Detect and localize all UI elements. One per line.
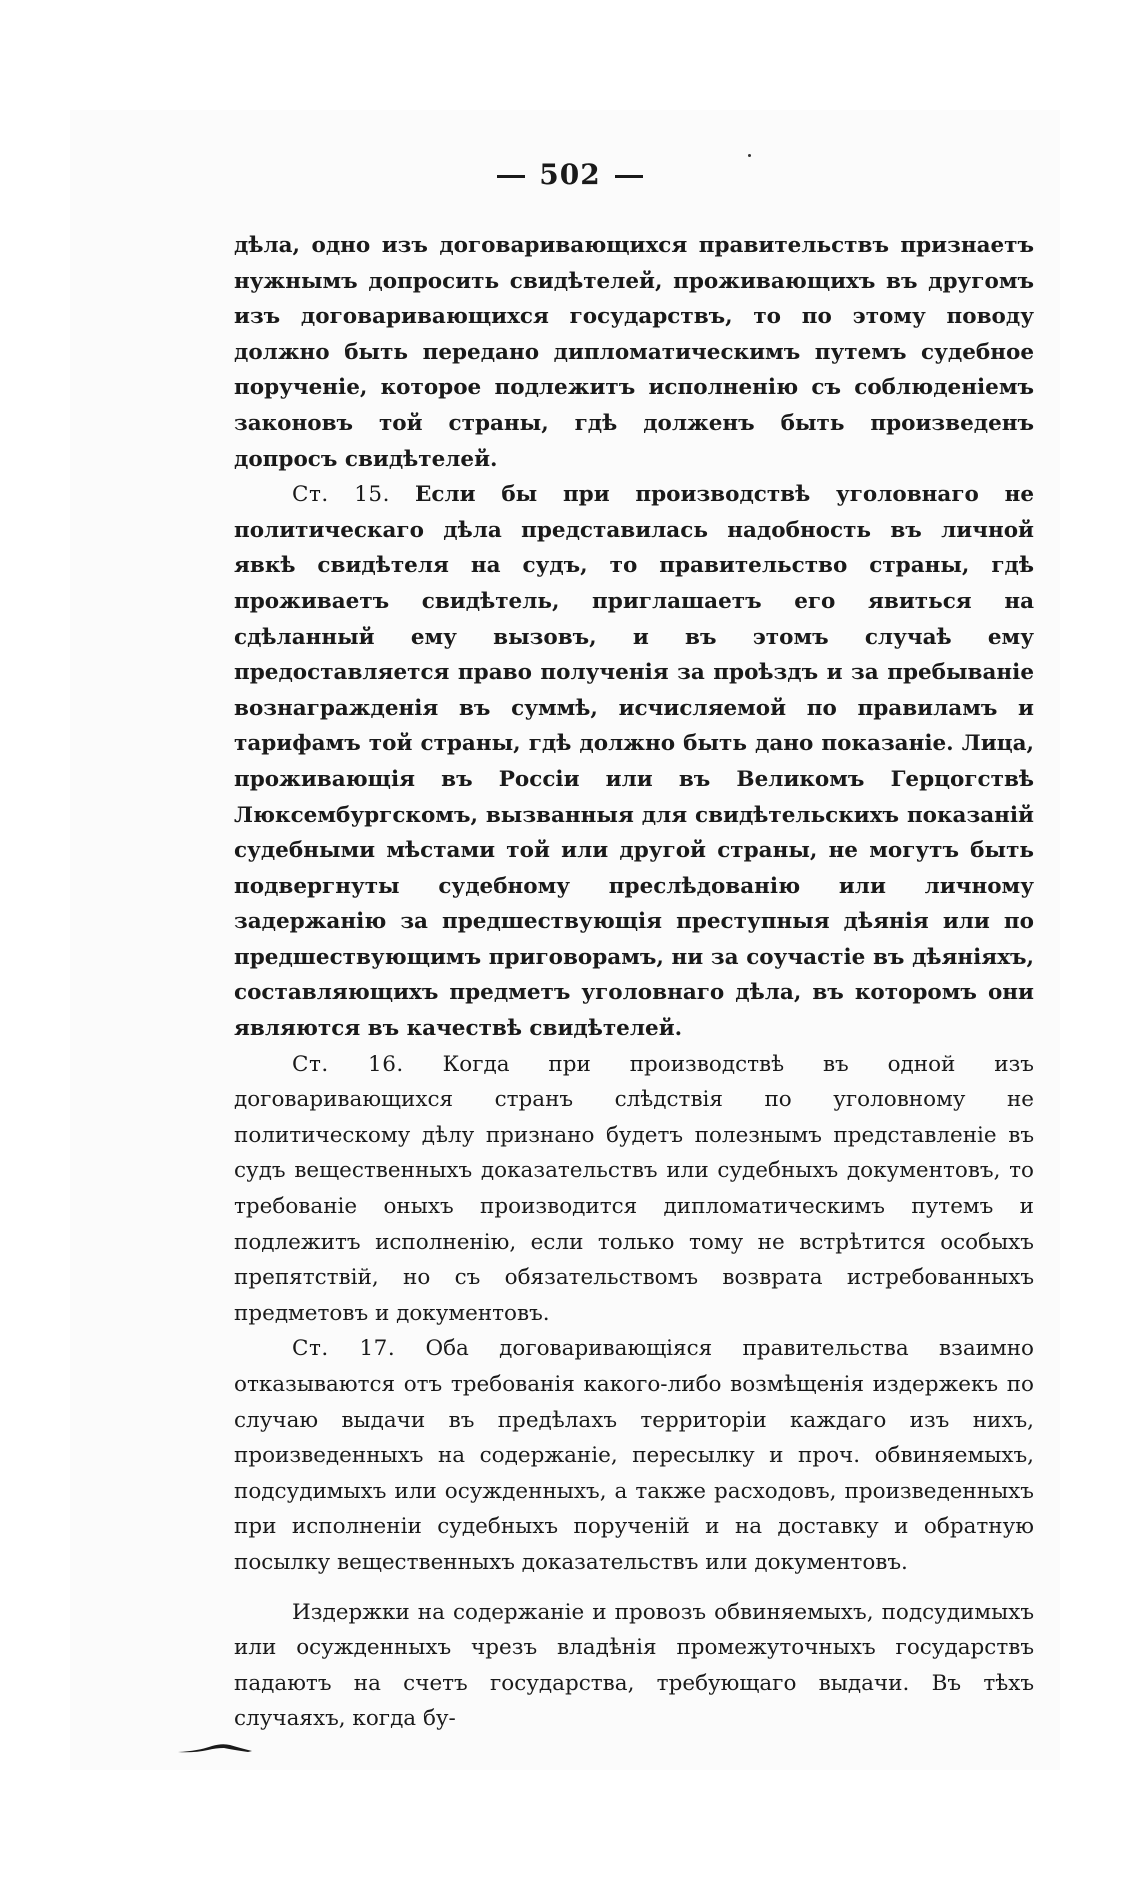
paragraph-article-15 xyxy=(234,477,1034,1047)
paragraph-text: дѣла, одно изъ договаривающихся правительствъ признаетъ нужнымъ допросить свидѣтелей, проживающихъ въ другомъ изъ договаривающихся государствъ, то по этому поводу должно быть передано дипломатическимъ путемъ судебное порученіе, которое подлежитъ исполненію съ соблюденіемъ законовъ той страны, гдѣ долженъ быть произведенъ допросъ свидѣтелей. xyxy=(234,233,1034,472)
tailpiece-ornament-icon xyxy=(178,1743,252,1753)
article-number: Ст. 16. xyxy=(292,1051,404,1077)
paragraph-continuation xyxy=(234,228,1034,477)
page-number-right-dash xyxy=(615,175,643,178)
ink-speck xyxy=(748,154,751,157)
paragraph-text: Если бы при производствѣ уголовнаго не политическаго дѣла представилась надобность въ личной явкѣ свидѣтеля на судъ, то правительство страны, гдѣ проживаетъ свидѣтель, приглашаетъ его явиться на сдѣланный ему вызовъ, и въ этомъ случаѣ ему предоставляется право полученія за проѣздъ и за пребываніе вознагражденія въ суммѣ, исчисляемой по правиламъ и тарифамъ той страны, гдѣ должно быть дано показаніе. Лица, проживающія въ Россіи или въ Великомъ Герцогствѣ Люксембургскомъ, вызванныя для свидѣтельскихъ показаній судебными мѣстами той или другой страны, не могутъ быть подвергнуты судебному преслѣдованію или личному задержанію за предшествующія преступныя дѣянія или по предшествующимъ приговорамъ, ни за соучастіе въ дѣяніяхъ, составляющихъ предметъ уголовнаго дѣла, въ которомъ они являются въ качествѣ свидѣтелей. xyxy=(234,482,1034,1042)
article-number: Ст. 15. xyxy=(292,482,390,508)
body-text xyxy=(234,228,1034,1737)
paragraph-text: Когда при производствѣ въ одной изъ договаривающихся странъ слѣдствія по уголовному не политическому дѣлу признано будетъ полезнымъ представленіе въ судъ вещественныхъ доказательствъ или судебныхъ документовъ, то требованіе оныхъ производится дипломатическимъ путемъ и подлежитъ исполненію, если только тому не встрѣтится особыхъ препятствій, но съ обязательствомъ возврата истребованныхъ предметовъ и документовъ. xyxy=(234,1051,1034,1326)
article-number: Ст. 17. xyxy=(292,1336,396,1362)
paragraph-expenses xyxy=(234,1595,1034,1737)
page-number-value: 502 xyxy=(539,158,601,191)
page-number xyxy=(0,158,1140,191)
paragraph-text: Издержки на содержаніе и провозъ обвиняемыхъ, подсудимыхъ или осужденныхъ чрезъ владѣнія промежуточныхъ государствъ падаютъ на счетъ государства, требующаго выдачи. Въ тѣхъ случаяхъ, когда бу- xyxy=(234,1599,1034,1732)
paragraph-text: Оба договаривающіяся правительства взаимно отказываются отъ требованія какого-либо возмѣщенія издержекъ по случаю выдачи въ предѣлахъ территоріи каждаго изъ нихъ, произведенныхъ на содержаніе, пересылку и проч. обвиняемыхъ, подсудимыхъ или осужденныхъ, а также расходовъ, произведенныхъ при исполненіи судебныхъ порученій и на доставку и обратную посылку вещественныхъ доказательствъ или документовъ. xyxy=(234,1336,1034,1575)
paragraph-article-17 xyxy=(234,1331,1034,1580)
paragraph-article-16 xyxy=(234,1047,1034,1332)
page-number-left-dash xyxy=(497,175,525,178)
